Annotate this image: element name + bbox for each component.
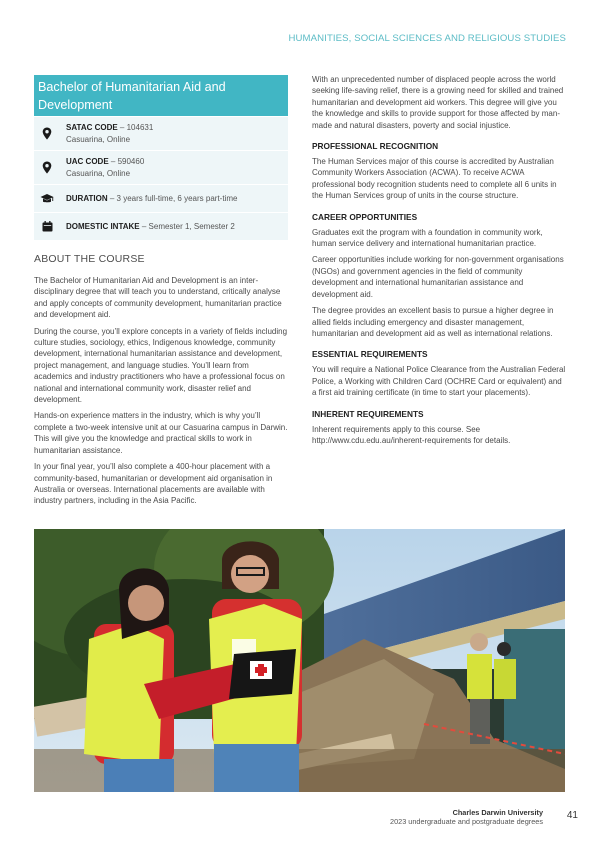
calendar-icon <box>40 220 54 234</box>
professional-recognition-heading: PROFESSIONAL RECOGNITION <box>312 141 439 152</box>
career-paragraph: Career opportunities include working for non-government organisations (NGOs) and government agencies in the field of community development and international humanitarian assistance and development aid. <box>312 255 564 299</box>
intake-value: – Semester 1, Semester 2 <box>139 221 235 231</box>
info-row-duration <box>34 184 288 212</box>
footer-university: Charles Darwin University <box>452 808 543 817</box>
career-paragraph: Graduates exit the program with a foundation in community work, human service delivery and international humanitarian practice. <box>312 227 543 249</box>
uac-code: – 590460 <box>108 157 145 166</box>
satac-code: – 104631 <box>117 123 154 132</box>
essential-requirements-heading: ESSENTIAL REQUIREMENTS <box>312 349 428 360</box>
uac-label: UAC CODE <box>66 157 109 166</box>
about-paragraph: During the course, you’ll explore concepts in a variety of fields including culture studies, sociology, ethics, Indigenous knowledge, community development, international humanitarian assistance and development, project management, and language studies. You’ll learn from academics and industry practitioners who have a professional focus on national and international community work, disaster relief and development. <box>34 326 288 405</box>
info-row-uac <box>34 150 288 184</box>
satac-label: SATAC CODE <box>66 123 118 132</box>
graduation-cap-icon <box>40 192 54 206</box>
career-opportunities-heading: CAREER OPPORTUNITIES <box>312 211 418 222</box>
satac-campus: Casuarina, Online <box>66 134 131 144</box>
page-number: 41 <box>566 810 578 821</box>
inherent-requirements-text: Inherent requirements apply to this course. See http://www.cdu.edu.au/inherent-requirements for details. <box>312 424 511 445</box>
footer <box>390 808 543 826</box>
career-paragraph: The degree provides an excellent basis to pursue a higher degree in allied fields including emergency and disaster management, humanitarian and development aid as well as international relations. <box>312 306 554 338</box>
intro-paragraph: With an unprecedented number of displaced people across the world seeking life-saving relief, there is a growing need for skilled and trained humanitarian and development aid workers. This degree will give you the knowledge and skills to provide support for those affected by man-made and natural disasters, poverty and social injustice. <box>312 75 564 130</box>
right-column <box>312 74 568 446</box>
section-header: HUMANITIES, SOCIAL SCIENCES AND RELIGIOUS STUDIES <box>288 33 566 44</box>
inherent-requirements-heading: INHERENT REQUIREMENTS <box>312 408 424 419</box>
location-pin-icon <box>40 127 54 141</box>
essential-requirements-text: You will require a National Police Clearance from the Australian Federal Police, a Working with Children Card (OCHRE Card or equivalent) and a first aid training certificate (in time to start your placements). <box>312 365 566 398</box>
photo-illustration <box>34 529 565 792</box>
about-paragraph: Hands-on experience matters in the industry, which is why you’ll complete a two-week intensive unit at our Casuarina campus in Darwin. This will give you the knowledge and practical skills to work in humanitarian assistance. <box>34 411 288 455</box>
duration-label: DURATION <box>66 193 108 203</box>
footer-publication: 2023 undergraduate and postgraduate degrees <box>390 817 543 826</box>
info-row-satac <box>34 116 288 150</box>
about-heading: ABOUT THE COURSE <box>34 253 145 265</box>
about-paragraph: In your final year, you’ll also complete a 400-hour placement with a community-based, humanitarian or development aid organisation in Australia or overseas. International placements are available with industry partners, including in the Asia Pacific. <box>34 462 273 506</box>
info-row-intake <box>34 212 288 240</box>
course-title: Bachelor of Humanitarian Aid and Development <box>34 75 288 116</box>
professional-recognition-text: The Human Services major of this course is accredited by Australian Community Workers Association (ACWA). To receive ACWA professional body recognition students need to complete all 6 units in the Human Services group of units in the course structure. <box>312 157 557 201</box>
about-paragraph: The Bachelor of Humanitarian Aid and Development is an inter-disciplinary degree that will teach you to understand, critically analyse and apply concepts of community development, humanitarian practice and development aid. <box>34 276 282 320</box>
duration-value: – 3 years full-time, 6 years part-time <box>107 193 238 203</box>
volunteers-photo <box>34 529 565 792</box>
uac-campus: Casuarina, Online <box>66 168 131 178</box>
location-pin-icon <box>40 161 54 175</box>
left-column <box>34 75 288 507</box>
intake-label: DOMESTIC INTAKE <box>66 221 140 231</box>
